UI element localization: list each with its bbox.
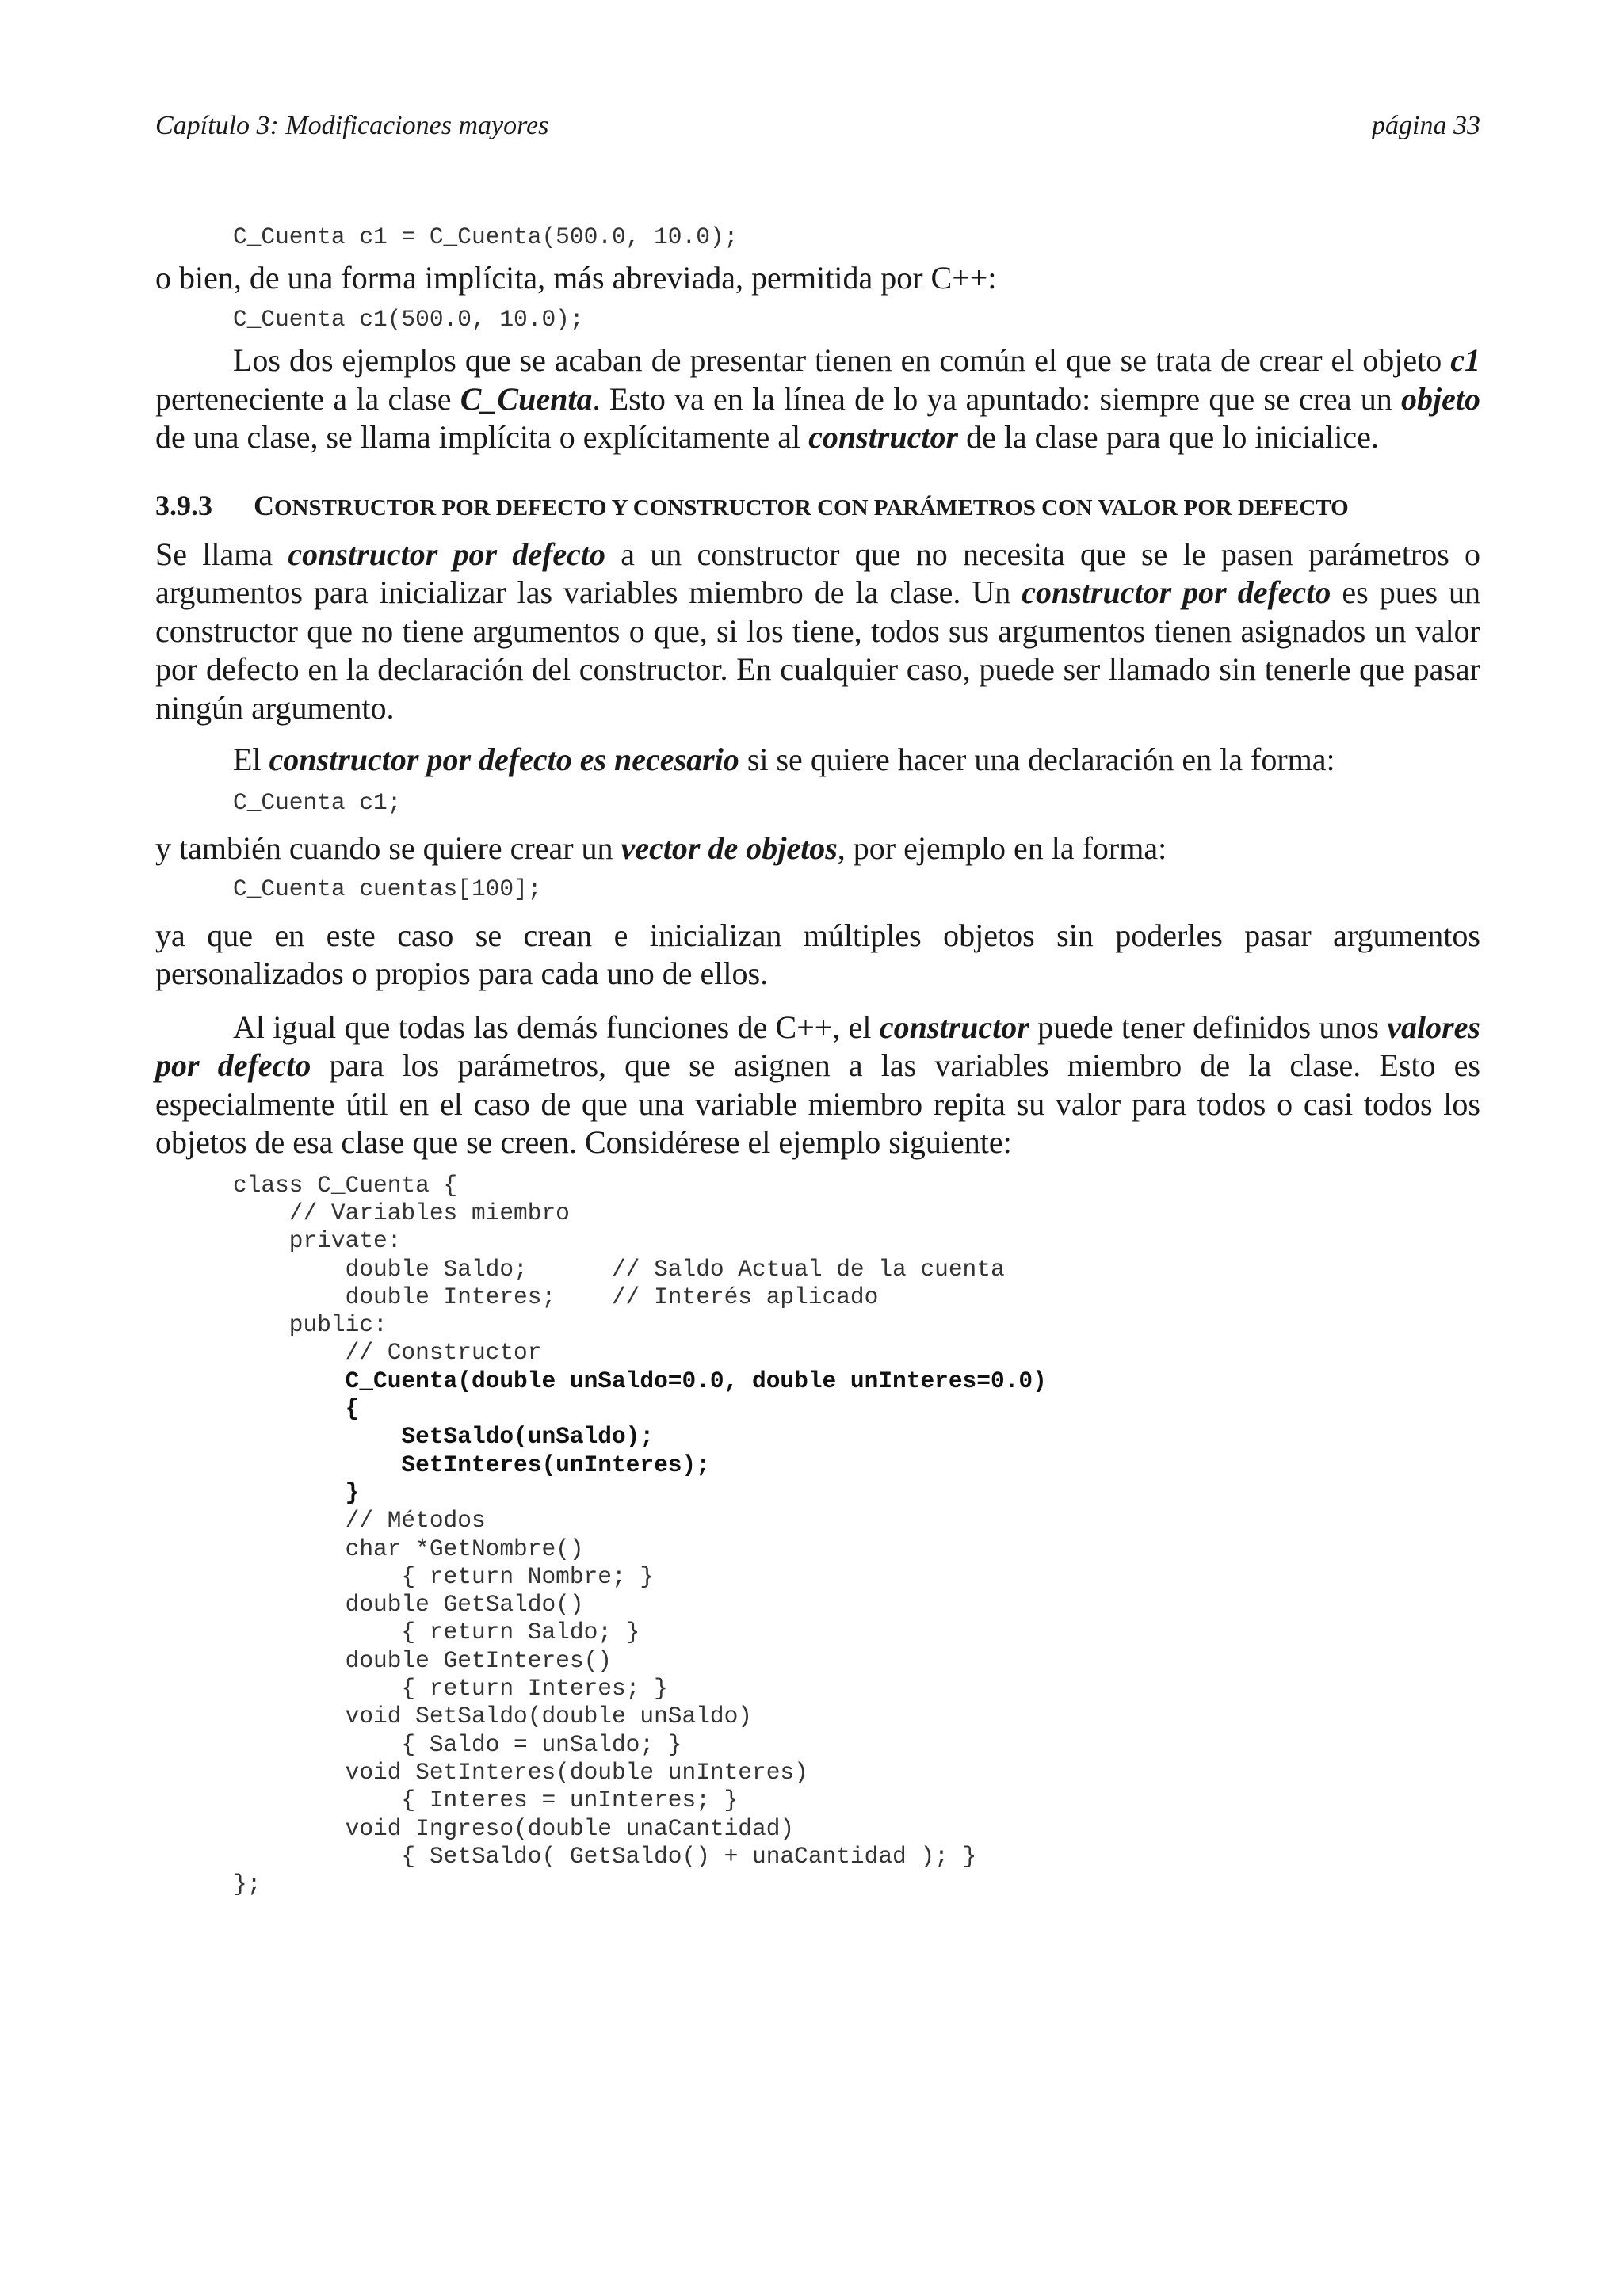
paragraph-implicit-form: o bien, de una forma implícita, más abreviada, permitida por C++: <box>155 260 997 296</box>
page-body <box>155 223 1480 1898</box>
code-line: void SetInteres(double unInteres) <box>233 1758 808 1786</box>
code-snippet-implicit: C_Cuenta c1(500.0, 10.0); <box>233 305 584 333</box>
code-line: { return Saldo; } <box>233 1619 640 1646</box>
paragraph-default-constructor: Se llama constructor por defecto a un constructor que no necesita que se le pasen parámetros o argumentos para inicializar las variables miembro de la clase. Un constructor por defecto es pues un constructor que no tiene argumentos o que, si los tiene, todos sus argumentos tienen asignados un valor por defecto en la declaración del constructor. En cualquier caso, puede ser llamado sin tenerle que pasar ningún argumento. <box>155 536 1481 726</box>
code-snippet-vector: C_Cuenta cuentas[100]; <box>233 875 542 903</box>
code-line: double Interes; // Interés aplicado <box>233 1283 879 1310</box>
code-line: { Interes = unInteres; } <box>233 1787 739 1814</box>
code-listing-class <box>233 1172 1480 1899</box>
code-line: public: <box>233 1311 388 1339</box>
chapter-title: Capítulo 3: Modificaciones mayores <box>155 111 549 140</box>
paragraph-vector: y también cuando se quiere crear un vector de objetos, por ejemplo en la forma: <box>155 830 1167 866</box>
code-line: // Métodos <box>233 1507 486 1535</box>
code-line: void Ingreso(double unaCantidad) <box>233 1814 795 1842</box>
paragraph-necessary: El constructor por defecto es necesario si se quiere hacer una declaración en la forma: <box>233 742 1335 778</box>
section-heading: 3.9.3 CONSTRUCTOR POR DEFECTO Y CONSTRUCTOR CON PARÁMETROS CON VALOR POR DEFECTO <box>155 487 1480 526</box>
code-line-constructor: } <box>233 1478 360 1506</box>
code-line: { SetSaldo( GetSaldo() + unaCantidad ); } <box>233 1842 977 1870</box>
code-snippet-explicit: C_Cuenta c1 = C_Cuenta(500.0, 10.0); <box>233 223 739 250</box>
code-line-constructor: C_Cuenta(double unSaldo=0.0, double unInteres=0.0) <box>233 1367 1047 1394</box>
code-line: private: <box>233 1227 402 1255</box>
code-line: // Variables miembro <box>233 1199 570 1226</box>
code-line: }; <box>233 1871 262 1898</box>
code-line-constructor: SetInteres(unInteres); <box>233 1451 710 1478</box>
code-line: class C_Cuenta { <box>233 1171 458 1199</box>
page-number: página 33 <box>1372 111 1480 140</box>
code-line: double GetInteres() <box>233 1646 612 1674</box>
section-number: 3.9.3 <box>155 489 212 521</box>
code-line: { return Interes; } <box>233 1675 668 1703</box>
code-line: char *GetNombre() <box>233 1535 584 1562</box>
code-line: double GetSaldo() <box>233 1591 584 1619</box>
page-header <box>155 111 1480 146</box>
section-title: ONSTRUCTOR POR DEFECTO Y CONSTRUCTOR CON PARÁMETROS CON VALOR POR DEFECTO <box>274 494 1349 521</box>
code-line-constructor: { <box>233 1395 360 1423</box>
paragraph-examples: Los dos ejemplos que se acaban de presentar tienen en común el que se trata de crear el objeto c1 perteneciente a la clase C_Cuenta. Esto va en la línea de lo ya apuntado: siempre que se crea un objeto de una clase, se llama implícita o explícitamente al constructor de la clase para que lo inicialice. <box>155 342 1480 456</box>
paragraph-default-values: Al igual que todas las demás funciones de C++, el constructor puede tener definidos unos valores por defecto para los parámetros, que se asignen a las variables miembro de la clase. Esto es especialmente útil en el caso de que una variable miembro repita su valor para todos o casi todos los objetos de esa clase que se creen. Considérese el ejemplo siguiente: <box>155 1009 1480 1161</box>
code-line: { Saldo = unSaldo; } <box>233 1730 682 1758</box>
code-line-constructor: SetSaldo(unSaldo); <box>233 1423 655 1451</box>
code-line: // Constructor <box>233 1339 542 1367</box>
paragraph-multiple-objects: ya que en este caso se crean e inicializan múltiples objetos sin poderles pasar argumentos personalizados o propios para cada uno de ellos. <box>155 917 1480 992</box>
code-snippet-default-decl: C_Cuenta c1; <box>233 788 402 816</box>
code-line: void SetSaldo(double unSaldo) <box>233 1703 753 1730</box>
code-line: double Saldo; // Saldo Actual de la cuenta <box>233 1255 1005 1283</box>
code-line: { return Nombre; } <box>233 1562 655 1590</box>
